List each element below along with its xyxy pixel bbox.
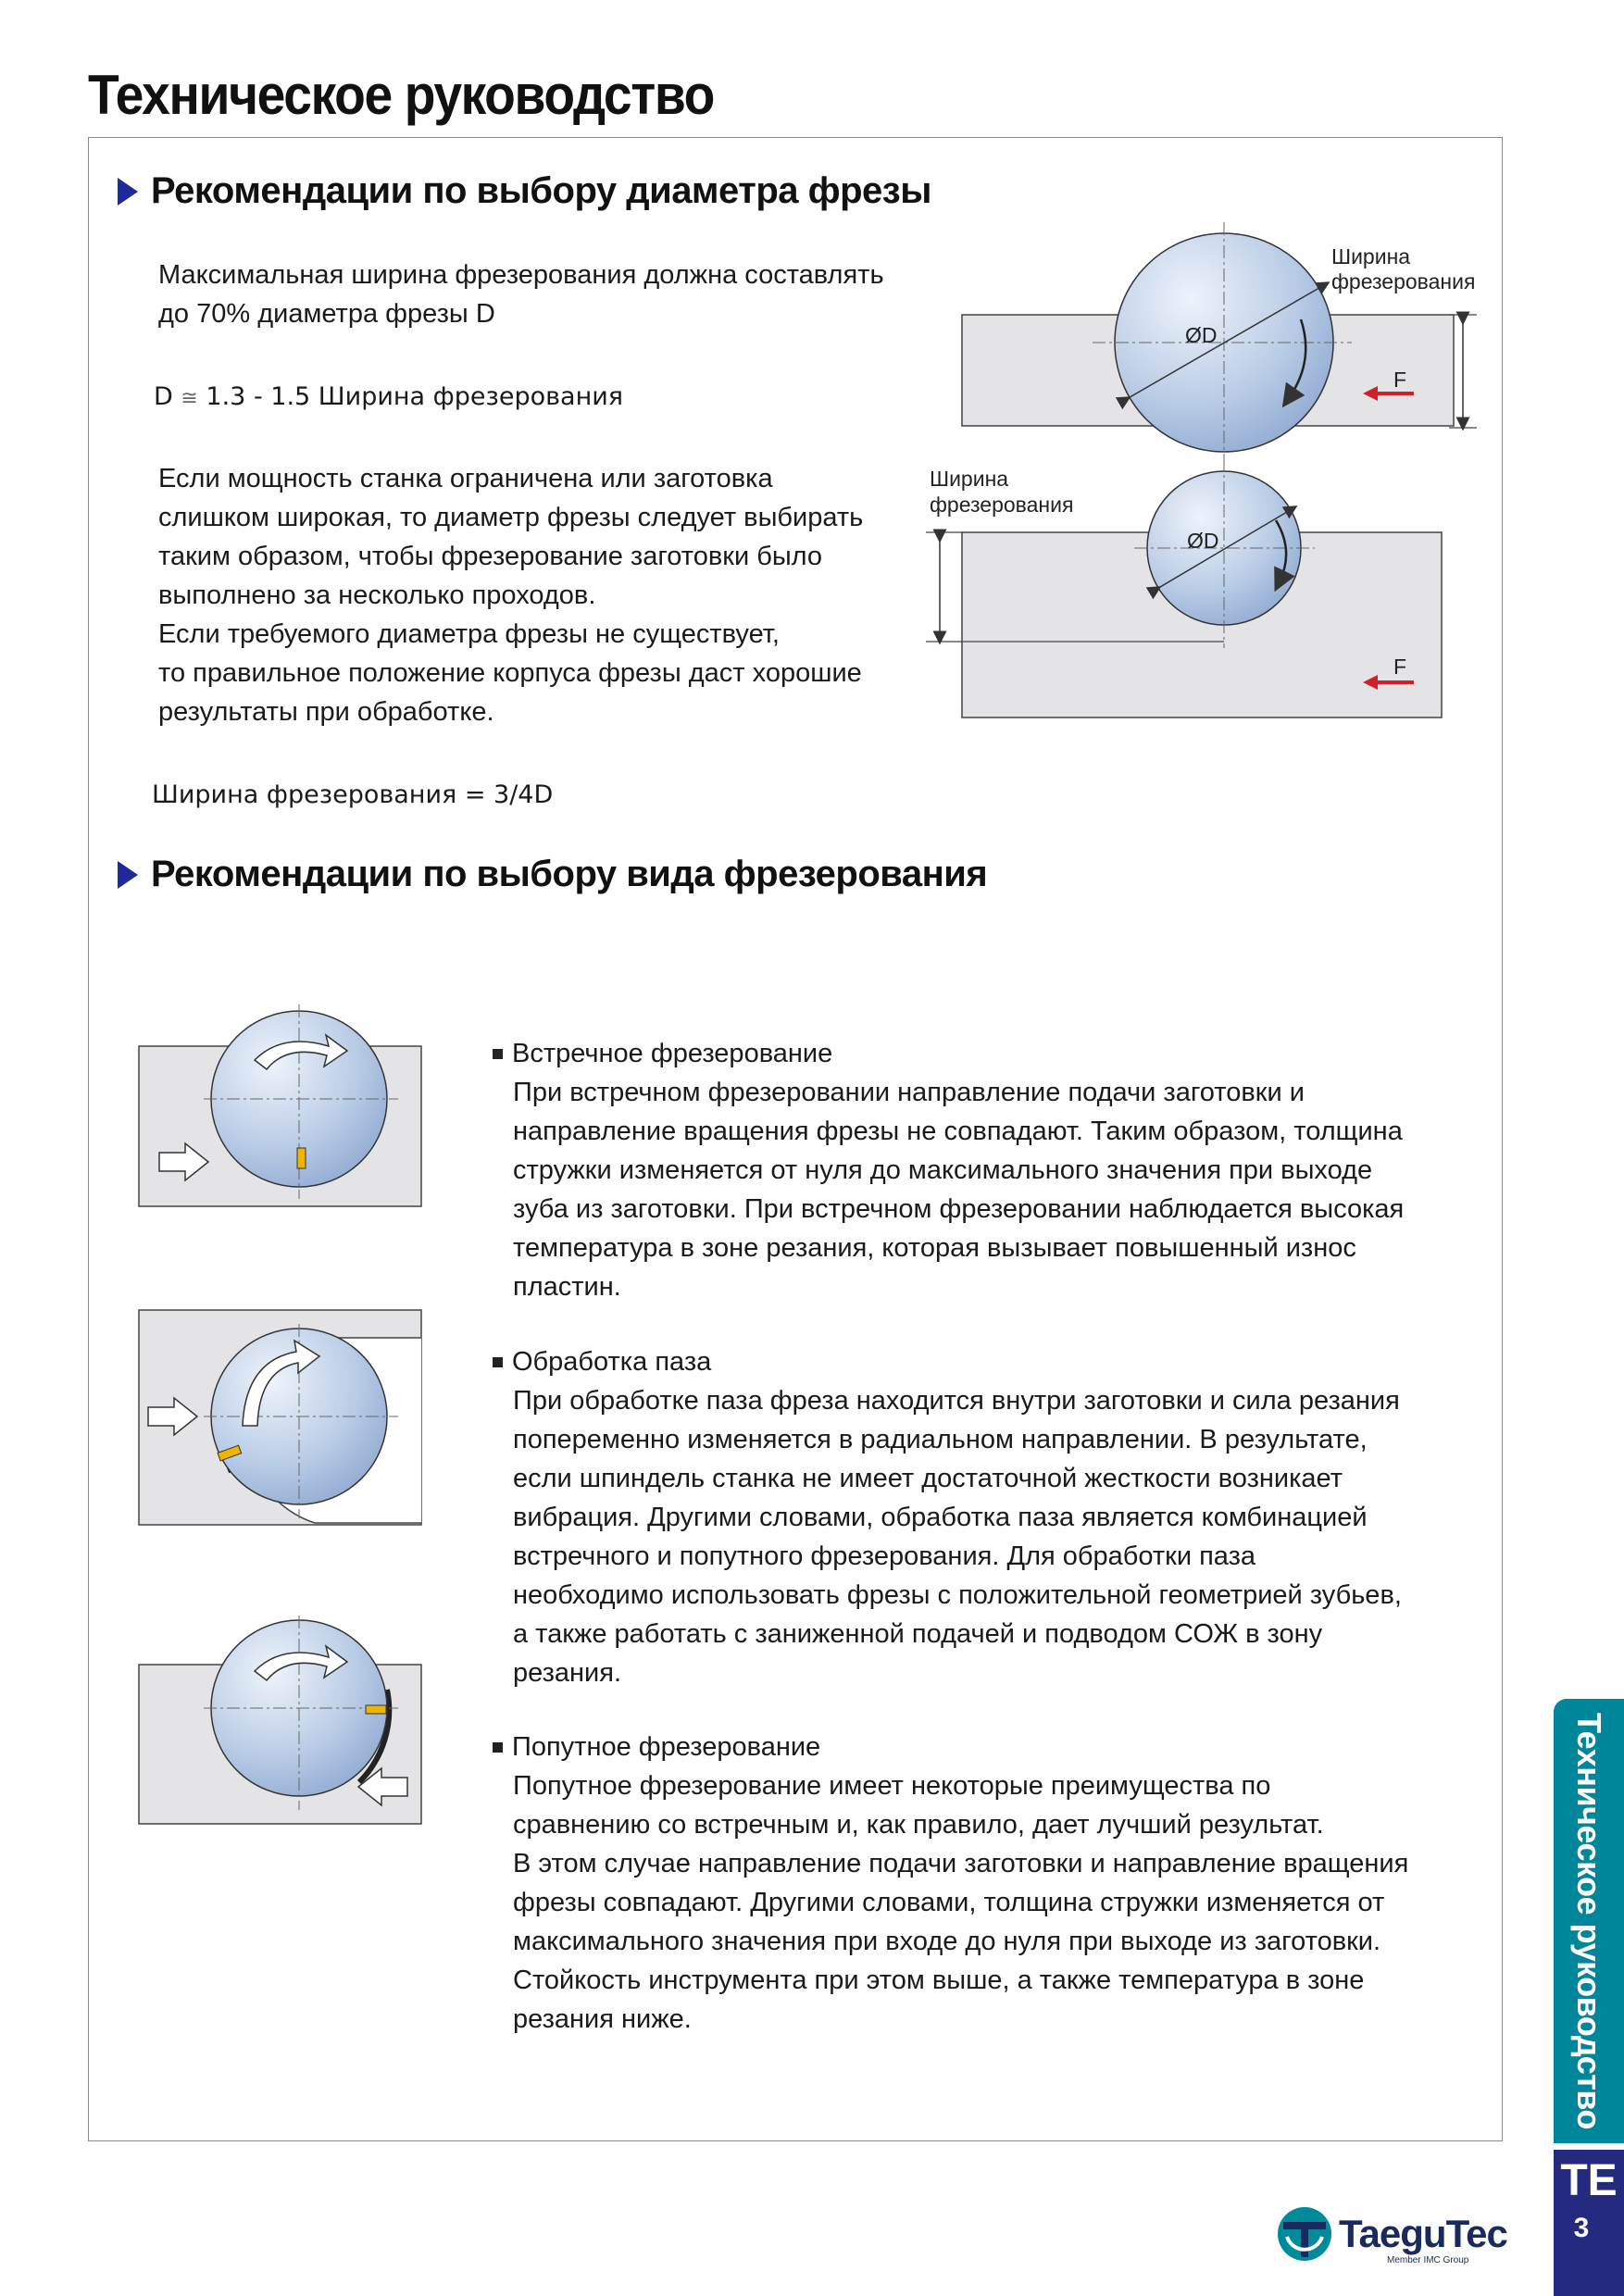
section-heading-milling-type	[118, 854, 987, 895]
text-line: резания ниже.	[513, 2004, 692, 2034]
cutter-diameter-diagram	[926, 222, 1518, 741]
text-line: сравнению со встречным и, как правило, дает лучший результат.	[513, 1810, 1324, 1840]
text-line: температура в зоне резания, которая вызывает повышенный износ	[513, 1233, 1356, 1263]
text-line: Стойкость инструмента при этом выше, а также температура в зоне	[513, 1965, 1365, 1995]
width-label-2b: фрезерования	[930, 493, 1074, 517]
paragraph-machine-power	[158, 459, 863, 731]
text-line: пластин.	[513, 1272, 621, 1302]
text-line: необходимо использовать фрезы с положительной геометрией зубьев,	[513, 1580, 1402, 1610]
text-line: Если требуемого диаметра фрезы не существует,	[158, 619, 780, 649]
logo-subtext: Member IMC Group	[1387, 2255, 1469, 2265]
triangle-bullet-icon	[118, 178, 138, 206]
text-line: до 70% диаметра фрезы D	[158, 299, 495, 329]
text-line: Попутное фрезерование имеет некоторые преимущества по	[513, 1771, 1271, 1801]
diameter-label-1: ØD	[1185, 323, 1218, 347]
text-line: выполнено за несколько проходов.	[158, 580, 596, 610]
width-label-1a: Ширина	[1331, 244, 1411, 268]
item-title: Попутное фрезерование	[512, 1732, 821, 1762]
text-line: направление вращения фрезы не совпадают. Таким образом, толщина	[513, 1117, 1403, 1146]
square-bullet-icon	[493, 1357, 503, 1367]
square-bullet-icon	[493, 1742, 503, 1753]
milling-item-slot	[493, 1342, 1402, 1692]
text-line: При встречном фрезеровании направление подачи заготовки и	[513, 1078, 1305, 1107]
section-code: TE	[1560, 2156, 1618, 2205]
text-line: результаты при обработке.	[158, 697, 494, 727]
text-line: стружки изменяется от нуля до максимального значения при выходе	[513, 1155, 1373, 1185]
formula-diameter	[154, 382, 623, 411]
milling-item-conventional	[493, 1034, 1404, 1306]
formula-rhs: 1.3 - 1.5 Ширина фрезерования	[206, 382, 624, 411]
feed-label-2: F	[1393, 655, 1407, 679]
page-number: 3	[1573, 2213, 1590, 2243]
triangle-bullet-icon	[118, 861, 138, 889]
text-line: таким образом, чтобы фрезерование заготовки было	[158, 542, 823, 571]
climb-milling-diagram	[139, 1616, 421, 1824]
text-line: Максимальная ширина фрезерования должна составлять	[158, 260, 884, 290]
width-label-2a: Ширина	[930, 467, 1009, 491]
text-line: а также работать с заниженной подачей и подводом СОЖ в зону	[513, 1619, 1323, 1649]
square-bullet-icon	[493, 1049, 503, 1059]
formula-width: Ширина фрезерования = 3/4D	[152, 780, 554, 809]
width-label-1b: фрезерования	[1331, 269, 1476, 293]
page-title: Техническое руководство	[88, 64, 715, 126]
text-line: слишком широкая, то диаметр фрезы следует выбирать	[158, 503, 864, 532]
insert-icon	[366, 1705, 386, 1714]
conventional-milling-diagram	[139, 1004, 421, 1206]
text-line: вибрация. Другими словами, обработка паза является комбинацией	[513, 1503, 1368, 1532]
text-line: максимального значения при входе до нуля при выходе из заготовки.	[513, 1927, 1381, 1956]
text-line: встречного и попутного фрезерования. Для обработки паза	[513, 1541, 1256, 1571]
text-line: резания.	[513, 1658, 622, 1688]
item-title: Обработка паза	[512, 1347, 712, 1377]
section-heading-cutter-diameter	[118, 170, 931, 212]
slot-milling-diagram	[139, 1310, 421, 1525]
logo-mark-icon	[1276, 2205, 1333, 2263]
section-heading-text: Рекомендации по выбору вида фрезерования	[151, 854, 988, 894]
side-tab-label: Техническое руководство	[1570, 1712, 1608, 2130]
text-line: фрезы совпадают. Другими словами, толщина стружки изменяется от	[513, 1888, 1385, 1917]
feed-label-1: F	[1393, 368, 1407, 392]
text-line: то правильное положение корпуса фрезы даст хорошие	[158, 658, 862, 688]
item-title: Встречное фрезерование	[512, 1039, 833, 1068]
text-line: Если мощность станка ограничена или заготовка	[158, 464, 773, 493]
insert-icon	[297, 1148, 306, 1168]
text-line: если шпиндель станка не имеет достаточной жесткости возникает	[513, 1464, 1343, 1493]
diameter-label-2: ØD	[1187, 529, 1219, 553]
section-heading-text: Рекомендации по выбору диаметра фрезы	[151, 170, 931, 211]
paragraph-max-width	[158, 256, 884, 333]
taegutec-logo	[1276, 2205, 1507, 2263]
text-line: В этом случае направление подачи заготовки и направление вращения	[513, 1849, 1409, 1878]
approx-symbol: ≅	[181, 387, 198, 410]
text-line: При обработке паза фреза находится внутри заготовки и сила резания	[513, 1386, 1400, 1416]
formula-lhs: D	[154, 382, 173, 411]
logo-text: TaeguTec	[1339, 2212, 1507, 2255]
milling-item-climb	[493, 1728, 1408, 2039]
text-line: зуба из заготовки. При встречном фрезеровании наблюдается высокая	[513, 1194, 1405, 1224]
milling-type-diagrams	[130, 991, 435, 1842]
text-line: попеременно изменяется в радиальном направлении. В результате,	[513, 1425, 1368, 1454]
